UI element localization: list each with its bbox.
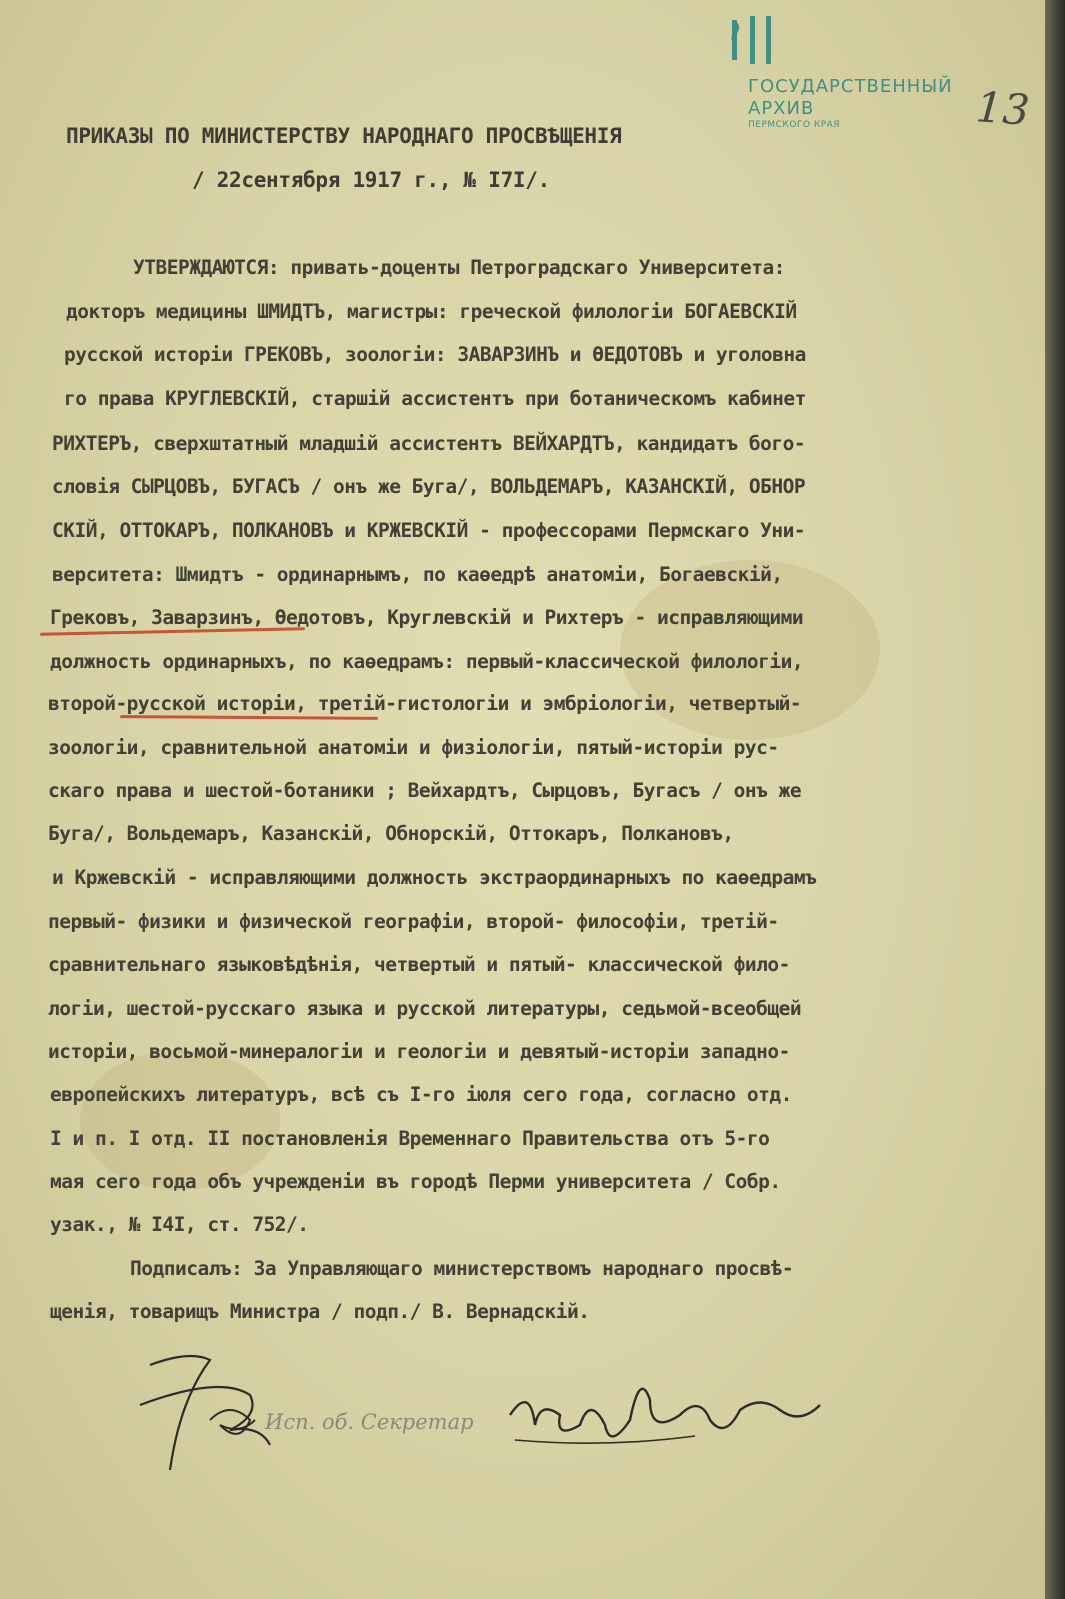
body-line: мая сего года объ учрежденiи въ городѣ Перми университета / Собр. <box>50 1170 781 1193</box>
body-line: исторiи, восьмой-минералогiи и геологiи и девятый-исторiи западно- <box>48 1040 790 1063</box>
archive-name-line3: ПЕРМСКОГО КРАЯ <box>748 120 841 130</box>
body-line: первый- физики и физической географiи, второй- философiи, третiй- <box>48 910 779 933</box>
document-subtitle: / 22сентября 1917 г., № I7I/. <box>192 168 550 192</box>
body-line: второй-русской исторiи, третiй-гистологiи и эмбрiологiи, четвертый- <box>48 692 802 715</box>
body-line: УТВЕРЖДАЮТСЯ: привать-доценты Петроградскаго Университета: <box>133 256 785 279</box>
archive-name-line2: АРХИВ <box>748 98 815 119</box>
body-line: скаго права и шестой-ботаники ; Вейхардтъ, Сырцовъ, Бугасъ / онъ же <box>48 779 802 802</box>
body-line: Буга/, Вольдемаръ, Казанскiй, Обнорскiй, Оттокаръ, Полкановъ, <box>48 822 734 845</box>
body-line: Грековъ, Заварзинъ, Ѳедотовъ, Круглевскiй и Рихтеръ - исправляющими <box>50 606 804 629</box>
archive-name-line1: ГОСУДАРСТВЕННЫЙ <box>748 76 953 97</box>
body-line: I и п. I отд. II постановленiя Временнаго Правительства отъ 5-го <box>50 1127 770 1150</box>
body-line: щенiя, товарищъ Министра / подп./ В. Вернадскiй. <box>50 1300 590 1323</box>
page-number: 13 <box>974 82 1032 135</box>
body-line: Подписалъ: За Управляющаго министерствомъ народнаго просвѣ- <box>130 1257 794 1280</box>
body-line: РИХТЕРЪ, сверхштатный младшiй ассистентъ ВЕЙХАРДТЪ, кандидатъ бого- <box>52 432 806 455</box>
scan-edge <box>1045 0 1065 1599</box>
body-line: зоологiи, сравнительной анатомiи и физiологiи, пятый-исторiи рус- <box>48 736 779 759</box>
body-line: сравнительнаго языковѣдѣнiя, четвертый и пятый- классической фило- <box>48 953 790 976</box>
body-line: европейскихъ литературъ, всѣ съ I-го iюля сего года, согласно отд. <box>50 1083 792 1106</box>
body-line: го права КРУГЛЕВСКIЙ, старшiй ассистентъ при ботаническомъ кабинет <box>64 387 806 410</box>
body-line: должность ординарныхъ, по каѳедрамъ: первый-классической филологiи, <box>50 650 804 673</box>
body-line: логiи, шестой-русскаго языка и русской литературы, седьмой-всеобщей <box>48 997 802 1020</box>
body-line: СКIЙ, ОТТОКАРЪ, ПОЛКАНОВЪ и КРЖЕВСКIЙ - профессорами Пермскаго Уни- <box>52 519 806 542</box>
body-line: русской исторiи ГРЕКОВЪ, зоологiи: ЗАВАРЗИНЪ и ѲЕДОТОВЪ и уголовна <box>64 343 806 366</box>
body-line: узак., № I4I, ст. 752/. <box>50 1213 309 1236</box>
body-line: верситета: Шмидтъ - ординарнымъ, по каѳедрѣ анатомiи, Богаевскiй, <box>52 563 783 586</box>
handwritten-signature-icon <box>120 1345 840 1495</box>
secretary-stamp-caption: Исп. об. Секретар <box>265 1410 474 1434</box>
body-line: словiя СЫРЦОВЪ, БУГАСЪ / онъ же Буга/, ВОЛЬДЕМАРЪ, КАЗАНСКIЙ, ОБНОР <box>52 475 806 498</box>
document-title: ПРИКАЗЫ ПО МИНИСТЕРСТВУ НАРОДНАГО ПРОСВѢЩЕНIЯ <box>66 124 622 148</box>
body-line: и Кржевскiй - исправляющими должность экстраординарныхъ по каѳедрамъ <box>52 866 817 889</box>
body-line: докторъ медицины ШМИДТЪ, магистры: греческой филологiи БОГАЕВСКIЙ <box>66 300 797 323</box>
